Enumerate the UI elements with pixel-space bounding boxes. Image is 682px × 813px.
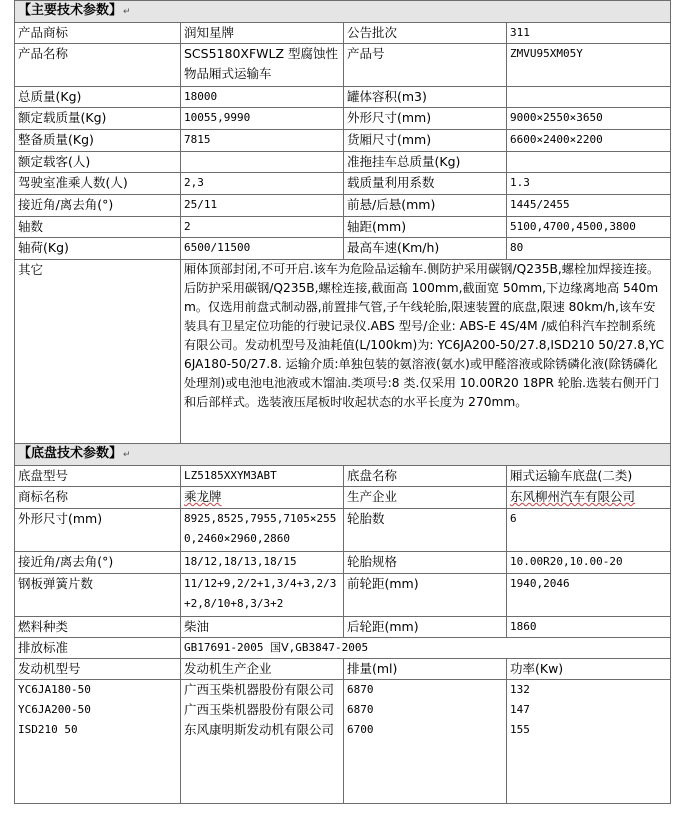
row-value [507, 87, 671, 108]
row-label: 接近角/离去角(°) [15, 195, 181, 217]
engine-models: YC6JA180-50 YC6JA200-50 ISD210 50 [15, 680, 181, 804]
spec-table [14, 0, 671, 804]
chassis-row [15, 466, 671, 487]
emission-label: 排放标准 [15, 638, 181, 659]
row-value: ZMVU95XM05Y [507, 44, 671, 87]
row-label: 底盘型号 [15, 466, 181, 487]
row-label: 前悬/后悬(mm) [344, 195, 507, 217]
row-value: 18/12,18/13,18/15 [181, 552, 344, 574]
emission-row [15, 638, 671, 659]
engine-displacements: 6870 6870 6700 [344, 680, 507, 804]
row-label: 轮胎数 [344, 509, 507, 552]
row-value: 1445/2455 [507, 195, 671, 217]
row-value: 9000×2550×3650 [507, 108, 671, 130]
main-row [15, 238, 671, 260]
row-value: 6600×2400×2200 [507, 130, 671, 152]
row-label: 产品名称 [15, 44, 181, 87]
row-value: 2,3 [181, 173, 344, 195]
row-label: 轮胎规格 [344, 552, 507, 574]
row-value: LZ5185XXYM3ABT [181, 466, 344, 487]
row-label: 生产企业 [344, 487, 507, 509]
spec-sheet [14, 0, 670, 804]
row-label: 额定载质量(Kg) [15, 108, 181, 130]
chassis-section-title: 【底盘技术参数】↵ [15, 444, 671, 466]
row-label: 产品号 [344, 44, 507, 87]
engine-header-model: 发动机型号 [15, 659, 181, 680]
main-row [15, 44, 671, 87]
main-row [15, 23, 671, 44]
row-label: 轴距(mm) [344, 217, 507, 238]
main-row [15, 195, 671, 217]
other-text: 厢体顶部封闭,不可开启.该车为危险品运输车.侧防护采用碳钢/Q235B,螺栓加焊接连接。后防护采用碳钢/Q235B,螺栓连接,截面高 100mm,截面宽 50mm,下边缘离地高 540mm。仅选用前盘式制动器,前置排气管,子午线轮胎,限速装置的底盘,限速 80km/h,该车安装具有卫星定位功能的行驶记录仪.ABS 型号/企业: ABS-E 4S/4M /威伯科汽车控制系统有限公司。发动机型号及油耗值(L/100km)为: YC6JA200-50/27.8,ISD210 50/27.8,YC6JA180-50/27.8. 运输介质:单独包装的氨溶液(氨水)或甲醛溶液或除锈磷化液(除锈磷化处理剂)或电池电池液或木馏油.类项号:8 类.仅采用 10.00R20 18PR 轮胎.选装右侧开门和后部样式。选装液压尾板时收起状态的水平长度为 270mm。 [181, 260, 671, 444]
row-label: 外形尺寸(mm) [344, 108, 507, 130]
row-value: 润知星牌 [181, 23, 344, 44]
row-value: 2 [181, 217, 344, 238]
main-row [15, 130, 671, 152]
row-value: 1.3 [507, 173, 671, 195]
row-label: 产品商标 [15, 23, 181, 44]
row-label: 后轮距(mm) [344, 617, 507, 638]
row-label: 钢板弹簧片数 [15, 574, 181, 617]
row-value: 1860 [507, 617, 671, 638]
row-label: 驾驶室准乘人数(人) [15, 173, 181, 195]
row-label: 接近角/离去角(°) [15, 552, 181, 574]
row-value [507, 487, 671, 509]
row-label: 额定载客(人) [15, 152, 181, 173]
manufacturer-name: 东风柳州汽车有限公司 [510, 489, 636, 504]
engine-header-row [15, 659, 671, 680]
row-label: 罐体容积(m3) [344, 87, 507, 108]
row-value: 6 [507, 509, 671, 552]
main-row [15, 152, 671, 173]
row-label: 轴荷(Kg) [15, 238, 181, 260]
row-label: 载质量利用系数 [344, 173, 507, 195]
row-label: 总质量(Kg) [15, 87, 181, 108]
row-label: 底盘名称 [344, 466, 507, 487]
row-value: SCS5180XFWLZ 型腐蚀性物品厢式运输车 [181, 44, 344, 87]
main-row [15, 108, 671, 130]
row-value: 5100,4700,4500,3800 [507, 217, 671, 238]
row-value: 8925,8525,7955,7105×2550,2460×2960,2860 [181, 509, 344, 552]
row-value: 311 [507, 23, 671, 44]
engine-header-power: 功率(Kw) [507, 659, 671, 680]
brand-name: 乘龙牌 [184, 489, 222, 504]
row-value [181, 487, 344, 509]
engine-makers: 广西玉柴机器股份有限公司 广西玉柴机器股份有限公司 东风康明斯发动机有限公司 [181, 680, 344, 804]
row-label: 整备质量(Kg) [15, 130, 181, 152]
row-value: 7815 [181, 130, 344, 152]
row-value: 80 [507, 238, 671, 260]
main-section-title: 【主要技术参数】↵ [15, 1, 671, 23]
row-value: 厢式运输车底盘(二类) [507, 466, 671, 487]
engine-header-maker: 发动机生产企业 [181, 659, 344, 680]
row-label: 货厢尺寸(mm) [344, 130, 507, 152]
engine-header-displacement: 排量(ml) [344, 659, 507, 680]
row-value: 10055,9990 [181, 108, 344, 130]
row-label: 燃料种类 [15, 617, 181, 638]
chassis-row [15, 509, 671, 552]
row-label: 最高车速(Km/h) [344, 238, 507, 260]
main-row [15, 87, 671, 108]
row-value [181, 152, 344, 173]
row-label: 轴数 [15, 217, 181, 238]
row-value: 1940,2046 [507, 574, 671, 617]
other-label: 其它 [15, 260, 181, 444]
row-label: 准拖挂车总质量(Kg) [344, 152, 507, 173]
row-value: 11/12+9,2/2+1,3/4+3,2/3+2,8/10+8,3/3+2 [181, 574, 344, 617]
row-value [507, 152, 671, 173]
other-row [15, 260, 671, 444]
chassis-row [15, 552, 671, 574]
main-row [15, 217, 671, 238]
engine-powers: 132 147 155 [507, 680, 671, 804]
row-value: 25/11 [181, 195, 344, 217]
row-label: 公告批次 [344, 23, 507, 44]
chassis-row [15, 487, 671, 509]
row-value: 柴油 [181, 617, 344, 638]
row-value: 10.00R20,10.00-20 [507, 552, 671, 574]
emission-value: GB17691-2005 国Ⅴ,GB3847-2005 [181, 638, 671, 659]
row-label: 前轮距(mm) [344, 574, 507, 617]
chassis-section-header [15, 444, 671, 466]
row-label: 商标名称 [15, 487, 181, 509]
main-row [15, 173, 671, 195]
row-value: 6500/11500 [181, 238, 344, 260]
main-section-header [15, 1, 671, 23]
row-value: 18000 [181, 87, 344, 108]
row-label: 外形尺寸(mm) [15, 509, 181, 552]
chassis-row [15, 574, 671, 617]
engine-data-row [15, 680, 671, 804]
chassis-row [15, 617, 671, 638]
